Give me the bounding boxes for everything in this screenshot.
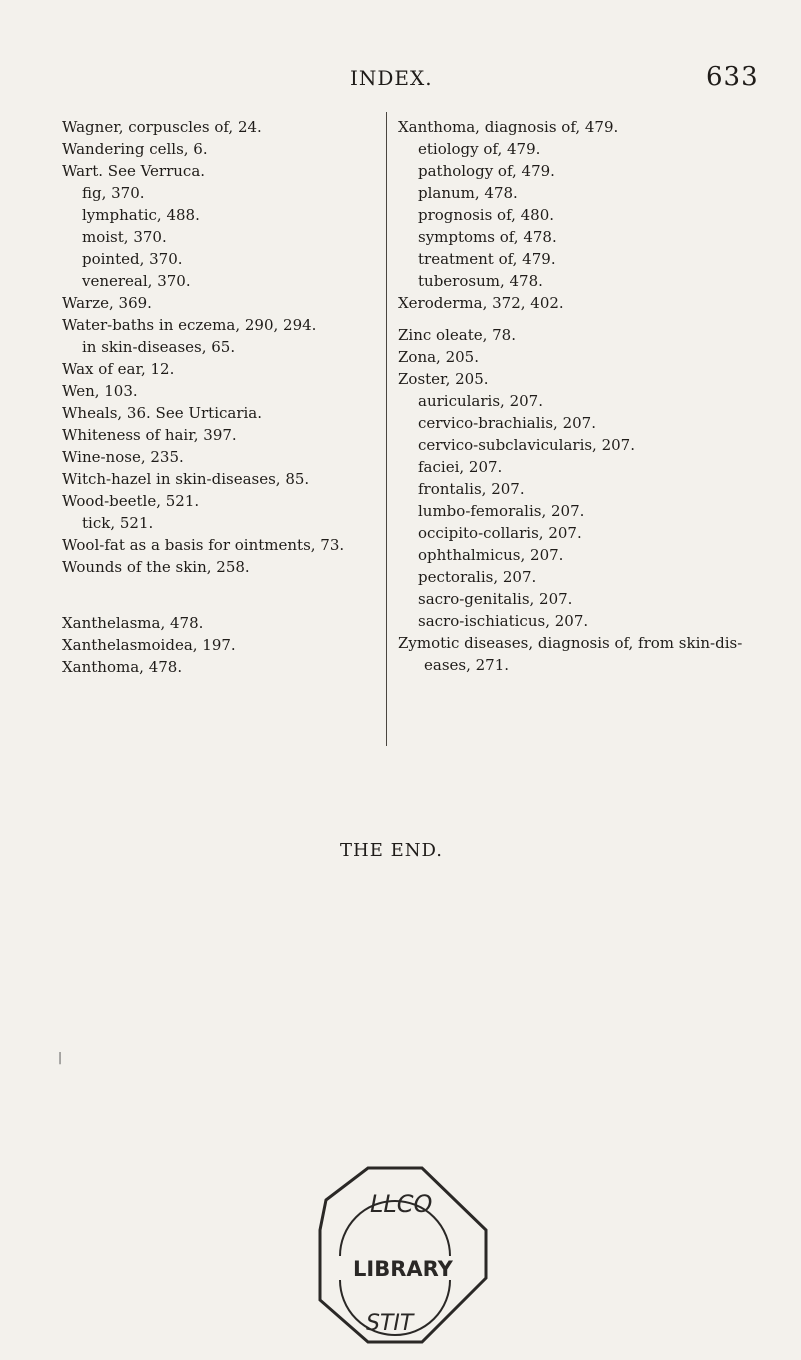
index-group-x-continued <box>398 116 718 314</box>
index-subentry: pectoralis, 207. <box>418 568 537 586</box>
library-stamp-lettering <box>300 1160 490 1350</box>
index-entry: Wheals, 36. See Urticaria. <box>62 404 263 422</box>
group-spacer <box>62 578 372 612</box>
index-entry: Witch-hazel in skin-diseases, 85. <box>62 470 310 488</box>
index-subentry: moist, 370. <box>82 228 167 246</box>
index-entry: Wool-fat as a basis for ointments, 73. <box>62 536 345 554</box>
index-entry: Zymotic diseases, diagnosis of, from skin-dis- <box>398 634 743 652</box>
index-subentry: etiology of, 479. <box>418 140 541 158</box>
index-entry: Zoster, 205. <box>398 370 489 388</box>
index-entry: Zona, 205. <box>398 348 479 366</box>
index-subentry: tuberosum, 478. <box>418 272 543 290</box>
index-group-w <box>62 116 372 578</box>
index-column-right <box>398 116 743 676</box>
index-subentry: prognosis of, 480. <box>418 206 555 224</box>
index-subentry: venereal, 370. <box>82 272 191 290</box>
index-subentry: in skin-diseases, 65. <box>82 338 236 356</box>
index-entry: Zinc oleate, 78. <box>398 326 516 344</box>
index-subentry: sacro-ischiaticus, 207. <box>418 612 589 630</box>
running-head <box>0 60 801 92</box>
index-subentry: cervico-subclavicularis, 207. <box>418 436 635 454</box>
stamp-bottom-text: STIT <box>366 1311 414 1336</box>
index-column-left <box>62 116 372 678</box>
index-entry: Warze, 369. <box>62 294 152 312</box>
index-entry: Xanthoma, diagnosis of, 479. <box>398 118 619 136</box>
index-entry: Wax of ear, 12. <box>62 360 175 378</box>
index-subentry: auricularis, 207. <box>418 392 543 410</box>
index-group-z <box>398 324 743 676</box>
index-entry: Xanthelasmoidea, 197. <box>62 636 236 654</box>
stray-ink-mark: | <box>58 1050 63 1064</box>
index-entry: Wen, 103. <box>62 382 138 400</box>
index-subentry: pointed, 370. <box>82 250 183 268</box>
index-entry: Water-baths in eczema, 290, 294. <box>62 316 317 334</box>
index-subentry: lumbo-femoralis, 207. <box>418 502 585 520</box>
index-subentry: fig, 370. <box>82 184 145 202</box>
library-stamp <box>300 1160 490 1350</box>
index-entry: Wagner, corpuscles of, 24. <box>62 118 262 136</box>
stamp-center-text: LIBRARY <box>353 1257 453 1281</box>
index-entry: Wood-beetle, 521. <box>62 492 200 510</box>
the-end-text: THE END. <box>340 840 443 861</box>
index-entry: Wart. See Verruca. <box>62 162 206 180</box>
column-divider <box>386 112 387 746</box>
page-number: 633 <box>706 62 759 92</box>
index-subentry: occipito-collaris, 207. <box>418 524 582 542</box>
index-subentry: frontalis, 207. <box>418 480 525 498</box>
index-group-x <box>62 612 372 678</box>
index-subentry: cervico-brachialis, 207. <box>418 414 596 432</box>
index-subentry: sacro-genitalis, 207. <box>418 590 573 608</box>
index-subentry: lymphatic, 488. <box>82 206 200 224</box>
index-entry: Wine-nose, 235. <box>62 448 184 466</box>
index-entry: Wandering cells, 6. <box>62 140 208 158</box>
index-subentry: pathology of, 479. <box>418 162 555 180</box>
index-subentry: eases, 271. <box>424 656 510 674</box>
index-entry: Xeroderma, 372, 402. <box>398 294 564 312</box>
index-entry: Xanthelasma, 478. <box>62 614 204 632</box>
stamp-top-text: LLCO <box>370 1190 433 1218</box>
index-entry: Whiteness of hair, 397. <box>62 426 237 444</box>
index-entry: Wounds of the skin, 258. <box>62 558 250 576</box>
index-entry: Xanthoma, 478. <box>62 658 183 676</box>
index-subentry: symptoms of, 478. <box>418 228 557 246</box>
group-spacer <box>398 314 718 324</box>
index-subentry: faciei, 207. <box>418 458 503 476</box>
running-head-title: INDEX. <box>350 66 433 90</box>
index-subentry: treatment of, 479. <box>418 250 556 268</box>
index-subentry: tick, 521. <box>82 514 154 532</box>
index-subentry: ophthalmicus, 207. <box>418 546 564 564</box>
index-subentry: planum, 478. <box>418 184 518 202</box>
